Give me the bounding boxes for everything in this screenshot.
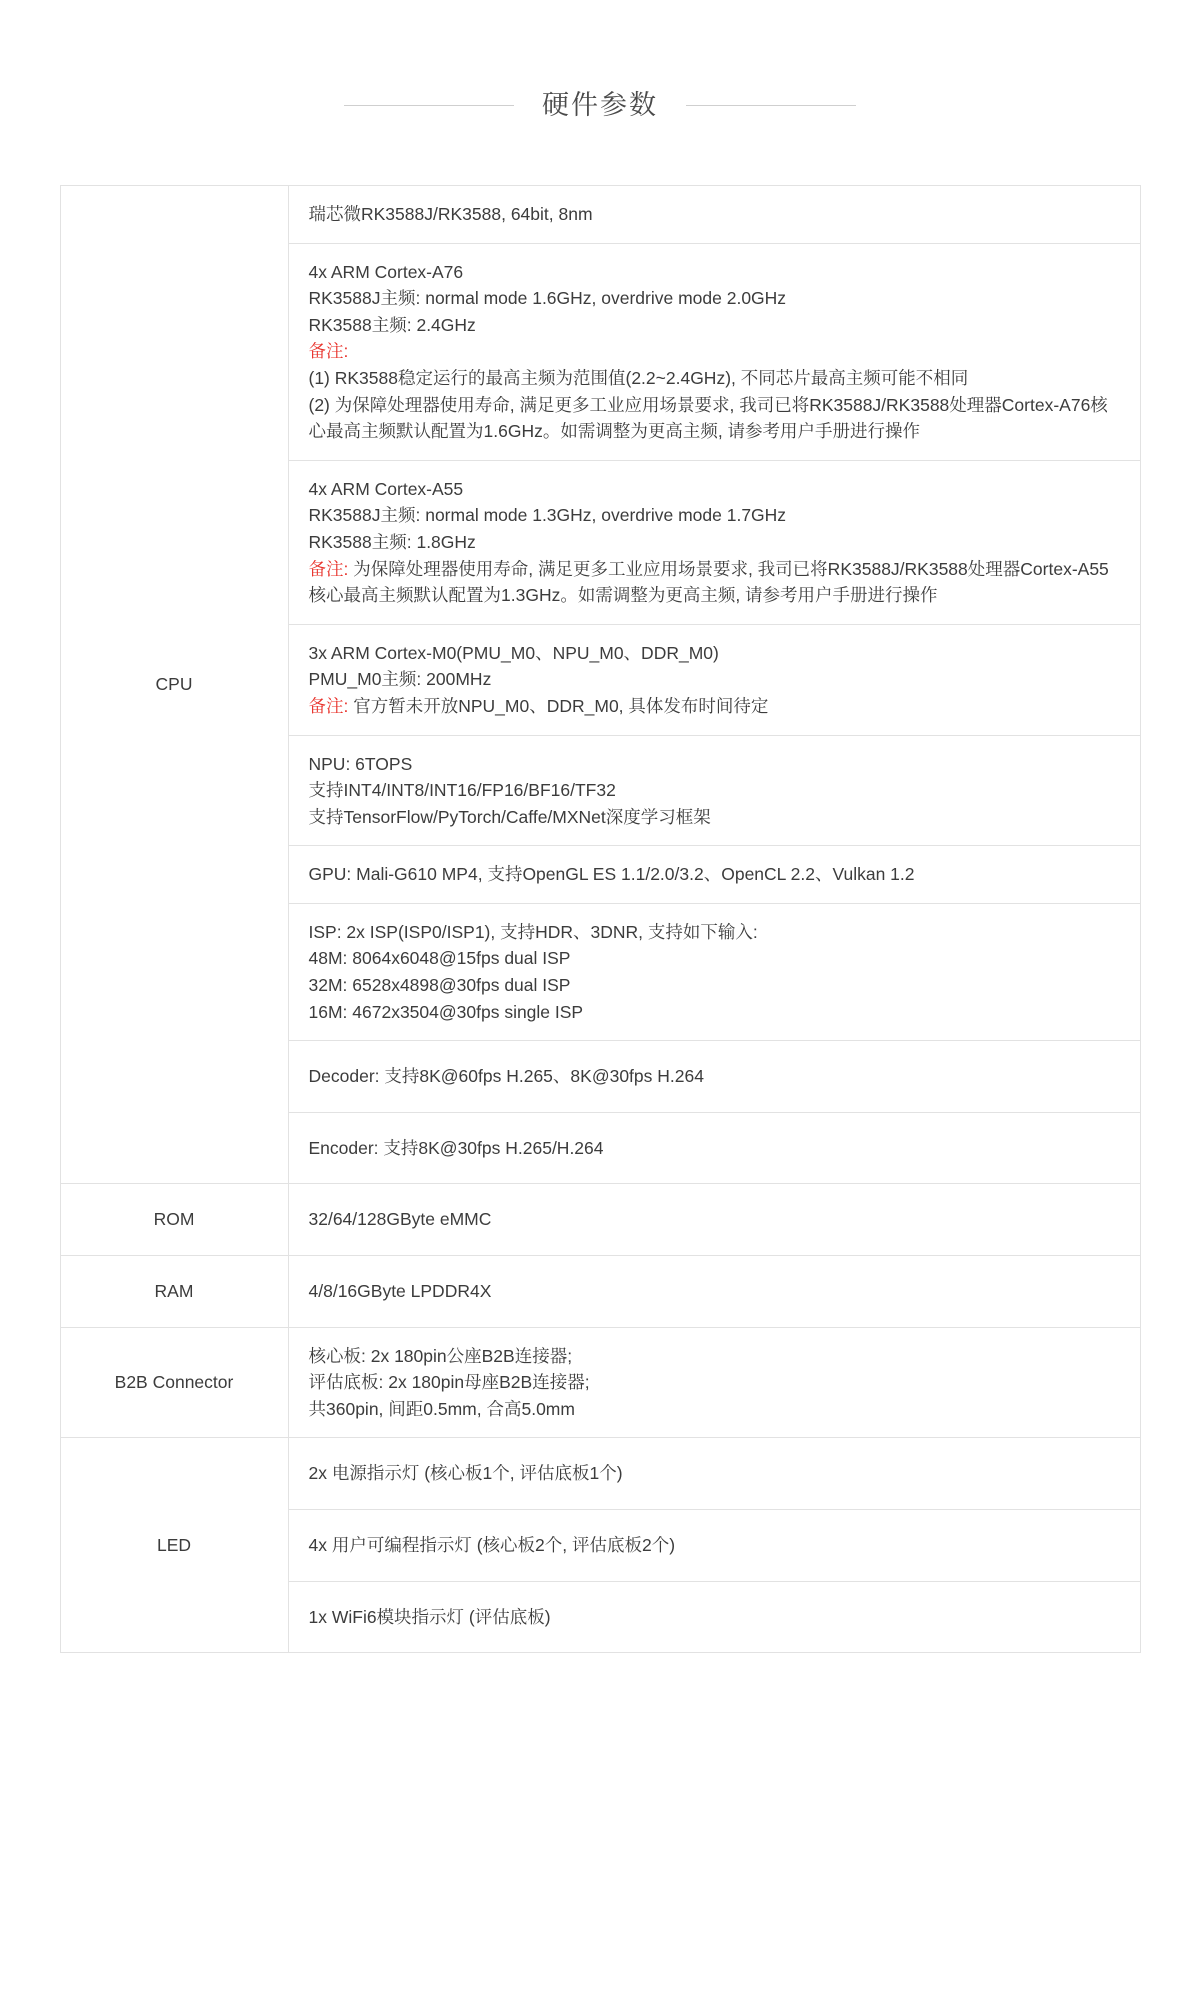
spec-value-cell: [288, 1581, 1140, 1653]
spec-line-text: 3x ARM Cortex-M0(PMU_M0、NPU_M0、DDR_M0): [308, 642, 719, 663]
spec-line-text: NPU: 6TOPS: [308, 753, 413, 774]
spec-value-cell: [288, 624, 1140, 735]
spec-line-text: 16M: 4672x3504@30fps single ISP: [308, 1001, 584, 1022]
table-row: [60, 1327, 1140, 1438]
spec-value-cell: [288, 1438, 1140, 1510]
spec-line: [309, 312, 1122, 339]
spec-line: [309, 1343, 1122, 1370]
spec-line-text: 共360pin, 间距0.5mm, 合高5.0mm: [308, 1398, 575, 1419]
spec-line-text: 48M: 8064x6048@15fps dual ISP: [308, 948, 571, 969]
spec-category-label: B2B Connector: [60, 1327, 288, 1438]
spec-line-text: 32M: 6528x4898@30fps dual ISP: [308, 975, 571, 996]
spec-line: [309, 777, 1122, 804]
table-row: [60, 1184, 1140, 1256]
spec-line: [309, 365, 1122, 392]
spec-line-text: 4x ARM Cortex-A76: [308, 261, 464, 282]
spec-line: [309, 1369, 1122, 1396]
spec-value-cell: [288, 243, 1140, 460]
hardware-spec-table: [60, 185, 1141, 1653]
title-rule-right: [686, 105, 856, 106]
spec-line-text: RK3588J主频: normal mode 1.3GHz, overdrive mode 1.7GHz: [308, 505, 787, 526]
spec-line: [309, 919, 1122, 946]
spec-line: [309, 1206, 1122, 1233]
spec-category-label: ROM: [60, 1184, 288, 1256]
spec-line: [309, 945, 1122, 972]
spec-line: [309, 972, 1122, 999]
spec-line: [309, 201, 1122, 228]
spec-line-text: GPU: Mali-G610 MP4, 支持OpenGL ES 1.1/2.0/3.2、OpenCL 2.2、Vulkan 1.2: [308, 864, 915, 885]
spec-line: [309, 999, 1122, 1026]
spec-line: [309, 1604, 1122, 1631]
spec-line: [309, 861, 1122, 888]
spec-value-cell: [288, 460, 1140, 624]
spec-value-cell: [288, 846, 1140, 904]
spec-line: [309, 392, 1122, 445]
spec-category-label: RAM: [60, 1256, 288, 1328]
spec-line-text: 为保障处理器使用寿命, 满足更多工业应用场景要求, 我司已将RK3588J/RK3588处理器Cortex-A55核心最高主频默认配置为1.3GHz。如需调整为更高主频, 请参考用户手册进行操作: [308, 558, 1109, 606]
spec-line-text: 瑞芯微RK3588J/RK3588, 64bit, 8nm: [308, 204, 593, 224]
spec-category-label: CPU: [60, 186, 288, 1184]
spec-line: [309, 259, 1122, 286]
spec-value-cell: [288, 1256, 1140, 1328]
spec-line: [309, 502, 1122, 529]
spec-line: [309, 1063, 1122, 1090]
spec-category-label: LED: [60, 1438, 288, 1653]
spec-line-text: Encoder: 支持8K@30fps H.265/H.264: [308, 1137, 604, 1158]
spec-line: [309, 1278, 1122, 1305]
spec-line-text: (1) RK3588稳定运行的最高主频为范围值(2.2~2.4GHz), 不同芯片最高主频可能不相同: [308, 367, 969, 388]
spec-line: [309, 556, 1122, 609]
page-title-block: [0, 0, 1200, 119]
spec-line-text: 2x 电源指示灯 (核心板1个, 评估底板1个): [308, 1463, 623, 1484]
spec-value-cell: [288, 1510, 1140, 1582]
spec-line-text: Decoder: 支持8K@60fps H.265、8K@30fps H.264: [308, 1066, 704, 1087]
spec-line: [309, 529, 1122, 556]
spec-value-cell: [288, 903, 1140, 1040]
spec-line-text: 4x ARM Cortex-A55: [308, 478, 464, 499]
spec-line: [309, 285, 1122, 312]
spec-line: [309, 1396, 1122, 1423]
page-title: 硬件参数: [542, 90, 658, 120]
spec-note-label: 备注:: [308, 341, 349, 362]
spec-line: [309, 640, 1122, 667]
table-row: [60, 186, 1140, 244]
spec-line-text: RK3588主频: 1.8GHz: [308, 531, 476, 552]
spec-line-text: 4/8/16GByte LPDDR4X: [308, 1281, 492, 1302]
spec-line: [309, 1532, 1122, 1559]
spec-line-text: 32/64/128GByte eMMC: [308, 1209, 492, 1230]
spec-value-cell: [288, 1327, 1140, 1438]
spec-value-cell: [288, 186, 1140, 244]
spec-line-text: PMU_M0主频: 200MHz: [308, 669, 492, 690]
spec-line-text: ISP: 2x ISP(ISP0/ISP1), 支持HDR、3DNR, 支持如下输入:: [308, 921, 758, 942]
spec-line: [309, 1135, 1122, 1162]
table-row: [60, 1438, 1140, 1510]
spec-line-text: RK3588J主频: normal mode 1.6GHz, overdrive mode 2.0GHz: [308, 288, 787, 309]
spec-value-cell: [288, 1041, 1140, 1113]
table-row: [60, 1256, 1140, 1328]
spec-note-label: 备注:: [308, 695, 349, 716]
spec-line-text: 1x WiFi6模块指示灯 (评估底板): [308, 1606, 551, 1627]
spec-line: [309, 1460, 1122, 1487]
spec-line-text: (2) 为保障处理器使用寿命, 满足更多工业应用场景要求, 我司已将RK3588J/RK3588处理器Cortex-A76核心最高主频默认配置为1.6GHz。如需调整为更高主频, 请参考用户手册进行操作: [308, 394, 1108, 442]
spec-line: [309, 338, 1122, 365]
spec-value-cell: [288, 1184, 1140, 1256]
spec-line: [309, 476, 1122, 503]
spec-line: [309, 804, 1122, 831]
title-rule-left: [344, 105, 514, 106]
spec-line-text: RK3588主频: 2.4GHz: [308, 314, 476, 335]
spec-line-text: 4x 用户可编程指示灯 (核心板2个, 评估底板2个): [308, 1535, 676, 1555]
spec-line: [309, 666, 1122, 693]
spec-line-text: 支持TensorFlow/PyTorch/Caffe/MXNet深度学习框架: [308, 806, 711, 827]
spec-line: [309, 693, 1122, 720]
spec-value-cell: [288, 1112, 1140, 1184]
spec-line-text: 官方暂未开放NPU_M0、DDR_M0, 具体发布时间待定: [348, 695, 769, 716]
spec-line-text: 支持INT4/INT8/INT16/FP16/BF16/TF32: [308, 780, 616, 801]
spec-line-text: 评估底板: 2x 180pin母座B2B连接器;: [308, 1372, 590, 1393]
spec-line: [309, 751, 1122, 778]
spec-line-text: 核心板: 2x 180pin公座B2B连接器;: [308, 1345, 573, 1366]
spec-note-label: 备注:: [308, 558, 349, 579]
spec-value-cell: [288, 735, 1140, 846]
